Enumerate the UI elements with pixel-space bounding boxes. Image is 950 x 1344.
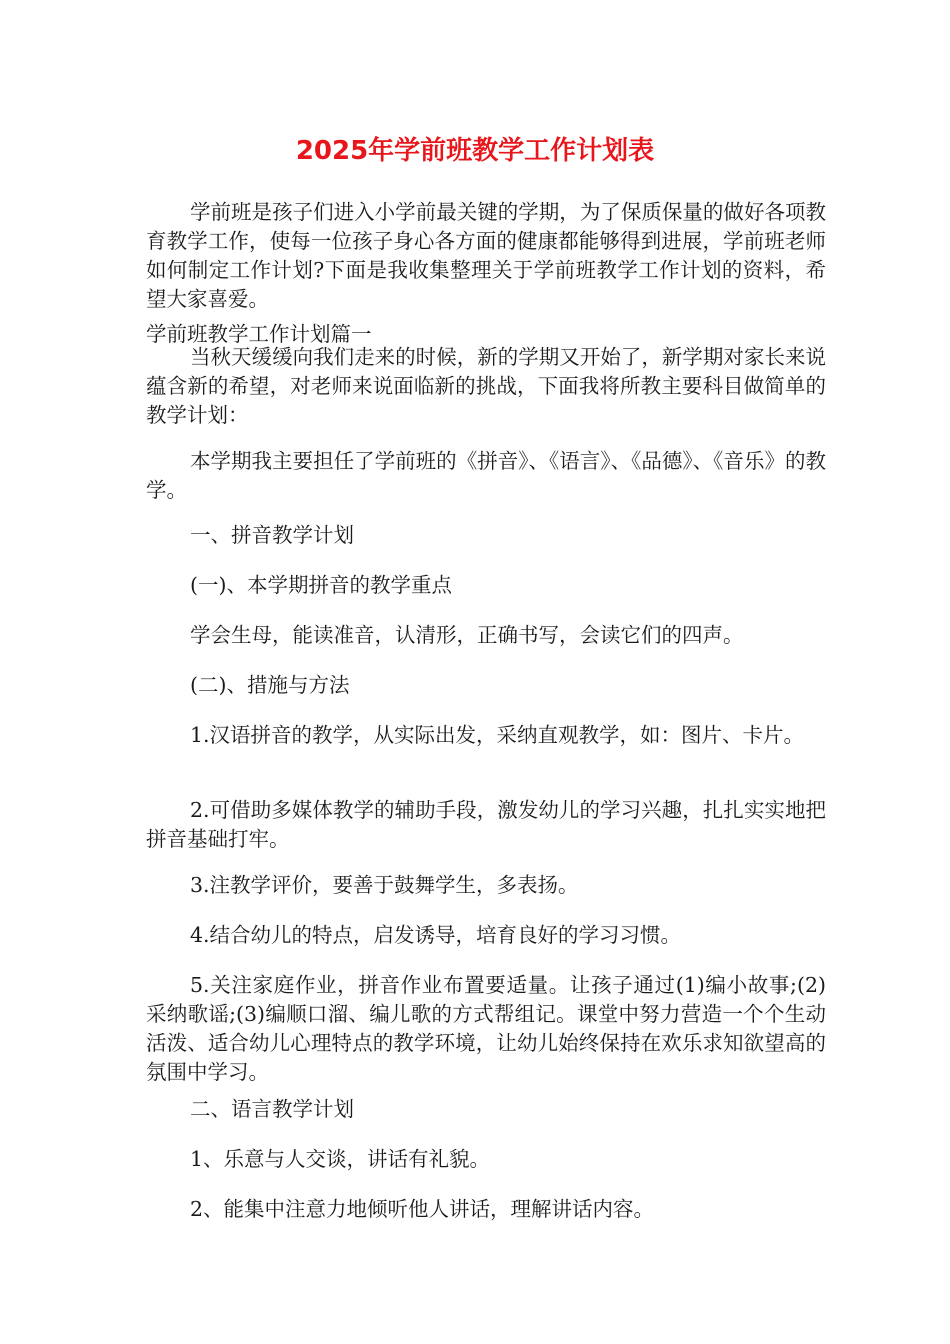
language-item-1: 1、乐意与人交谈，讲话有礼貌。 (190, 1147, 491, 1171)
section-heading-part-one: 学前班教学工作计划篇一 (146, 322, 372, 346)
method-item-1: 1.汉语拼音的教学，从实际出发，采纳直观教学，如：图片、卡片。 (190, 723, 805, 747)
method-item-3: 3.注教学评价，要善于鼓舞学生，多表扬。 (190, 873, 579, 897)
method-item-5: 5.关注家庭作业，拼音作业布置要适量。让孩子通过(1)编小故事;(2)采纳歌谣;(3)编顺口溜、编儿歌的方式帮组记。课堂中努力营造一个个生动活泼、适合幼儿心理特点的教学环境，让幼儿始终保持在欢乐求知欲望高的氛围中学习。 (146, 973, 826, 1084)
subjects-paragraph: 本学期我主要担任了学前班的《拼音》、《语言》、《品德》、《音乐》的教学。 (146, 449, 826, 502)
part-one-intro-paragraph: 当秋天缓缓向我们走来的时候，新的学期又开始了，新学期对家长来说蕴含新的希望，对老师来说面临新的挑战，下面我将所教主要科目做简单的教学计划： (146, 345, 826, 427)
methods-heading: (二)、措施与方法 (190, 673, 350, 697)
pinyin-focus-paragraph: 学会生母，能读准音，认清形，正确书写，会读它们的四声。 (190, 623, 744, 647)
document-title: 2025年学前班教学工作计划表 (295, 136, 655, 166)
method-item-4: 4.结合幼儿的特点，启发诱导，培育良好的学习习惯。 (190, 923, 682, 947)
pinyin-plan-heading: 一、拼音教学计划 (190, 523, 354, 547)
pinyin-focus-heading: (一)、本学期拼音的教学重点 (190, 573, 452, 597)
language-item-2: 2、能集中注意力地倾听他人讲话，理解讲话内容。 (190, 1197, 655, 1221)
intro-paragraph: 学前班是孩子们进入小学前最关键的学期，为了保质保量的做好各项教育教学工作，使每一位孩子身心各方面的健康都能够得到进展，学前班老师如何制定工作计划?下面是我收集整理关于学前班教学工作计划的资料，希望大家喜爱。 (146, 200, 826, 311)
language-plan-heading: 二、语言教学计划 (190, 1097, 354, 1121)
method-item-2: 2.可借助多媒体教学的辅助手段，激发幼儿的学习兴趣，扎扎实实地把拼音基础打牢。 (146, 798, 826, 851)
